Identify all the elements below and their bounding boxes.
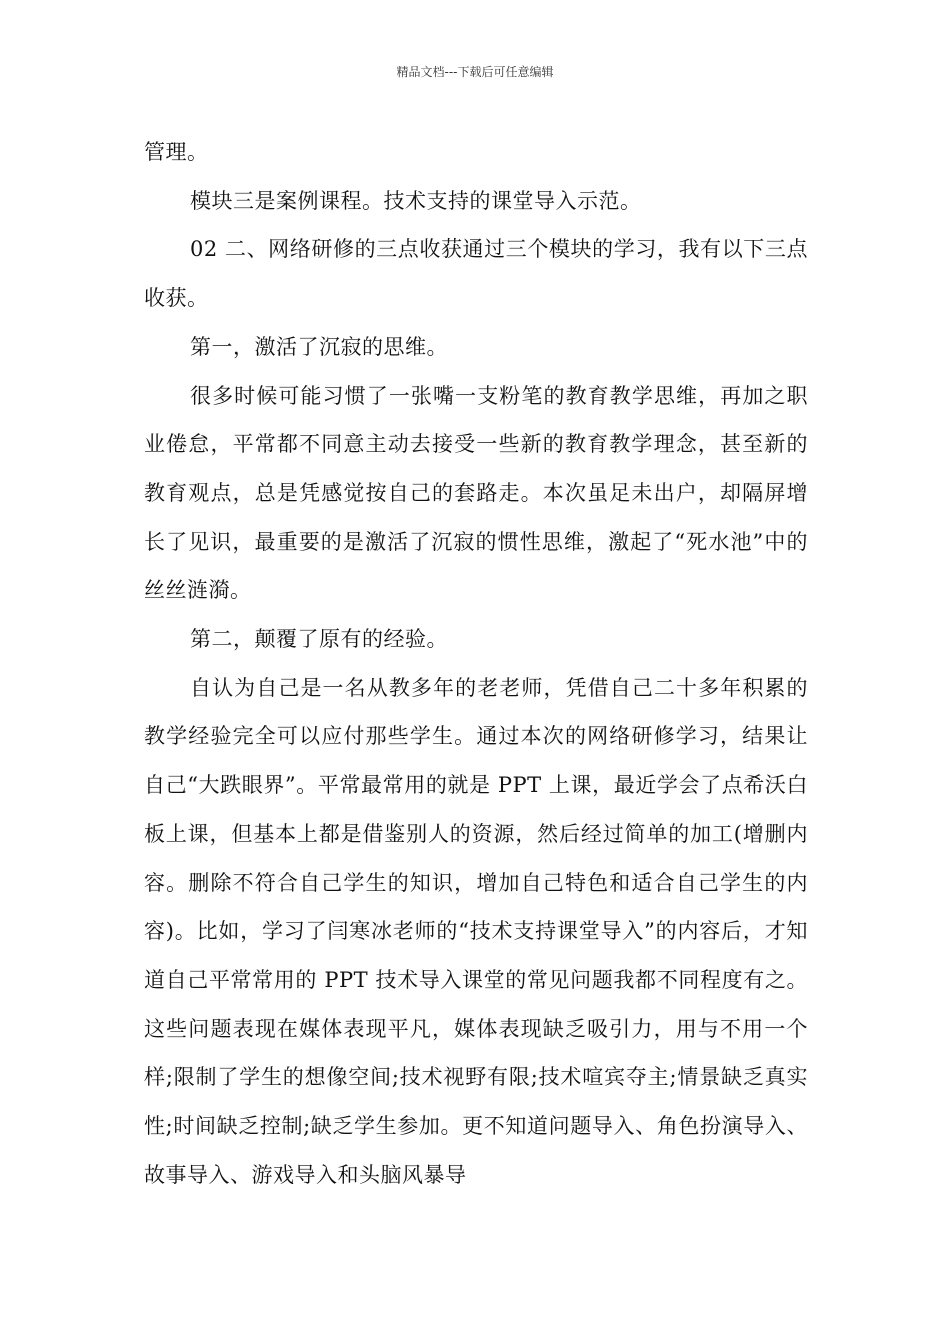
paragraph-3: 02 二、网络研修的三点收获通过三个模块的学习，我有以下三点收获。	[144, 237, 808, 311]
page-header: 精品文档---下载后可任意编辑	[396, 65, 554, 79]
document-body	[144, 128, 808, 1199]
paragraph-6: 第二，颠覆了原有的经验。	[190, 627, 448, 652]
paragraph-5: 很多时候可能习惯了一张嘴一支粉笔的教育教学思维，再加之职业倦怠，平常都不同意主动去接受一些新的教育教学理念，甚至新的教育观点，总是凭感觉按自己的套路走。本次虽足未出户，却隔屏增长了见识，最重要的是激活了沉寂的惯性思维，激起了“死水池”中的丝丝涟漪。	[144, 383, 808, 603]
paragraph-2: 模块三是案例课程。技术支持的课堂导入示范。	[190, 188, 642, 213]
paragraph-7: 自认为自己是一名从教多年的老老师，凭借自己二十多年积累的教学经验完全可以应付那些学生。通过本次的网络研修学习，结果让自己“大跌眼界”。平常最常用的就是 PPT 上课，最近学会了点希沃白板上课，但基本上都是借鉴别人的资源，然后经过简单的加工(增删内容。删除不符合自己学生的知识，增加自己特色和适合自己学生的内容)。比如，学习了闫寒冰老师的“技术支持课堂导入”的内容后，才知道自己平常常用的 PPT 技术导入课堂的常见问题我都不同程度有之。这些问题表现在媒体表现平凡，媒体表现缺乏吸引力，用与不用一个样;限制了学生的想像空间;技术视野有限;技术喧宾夺主;情景缺乏真实性;时间缺乏控制;缺乏学生参加。更不知道问题导入、角色扮演导入、故事导入、游戏导入和头脑风暴导	[144, 675, 808, 1187]
paragraph-4: 第一，激活了沉寂的思维。	[190, 334, 448, 359]
paragraph-1: 管理。	[144, 140, 209, 164]
